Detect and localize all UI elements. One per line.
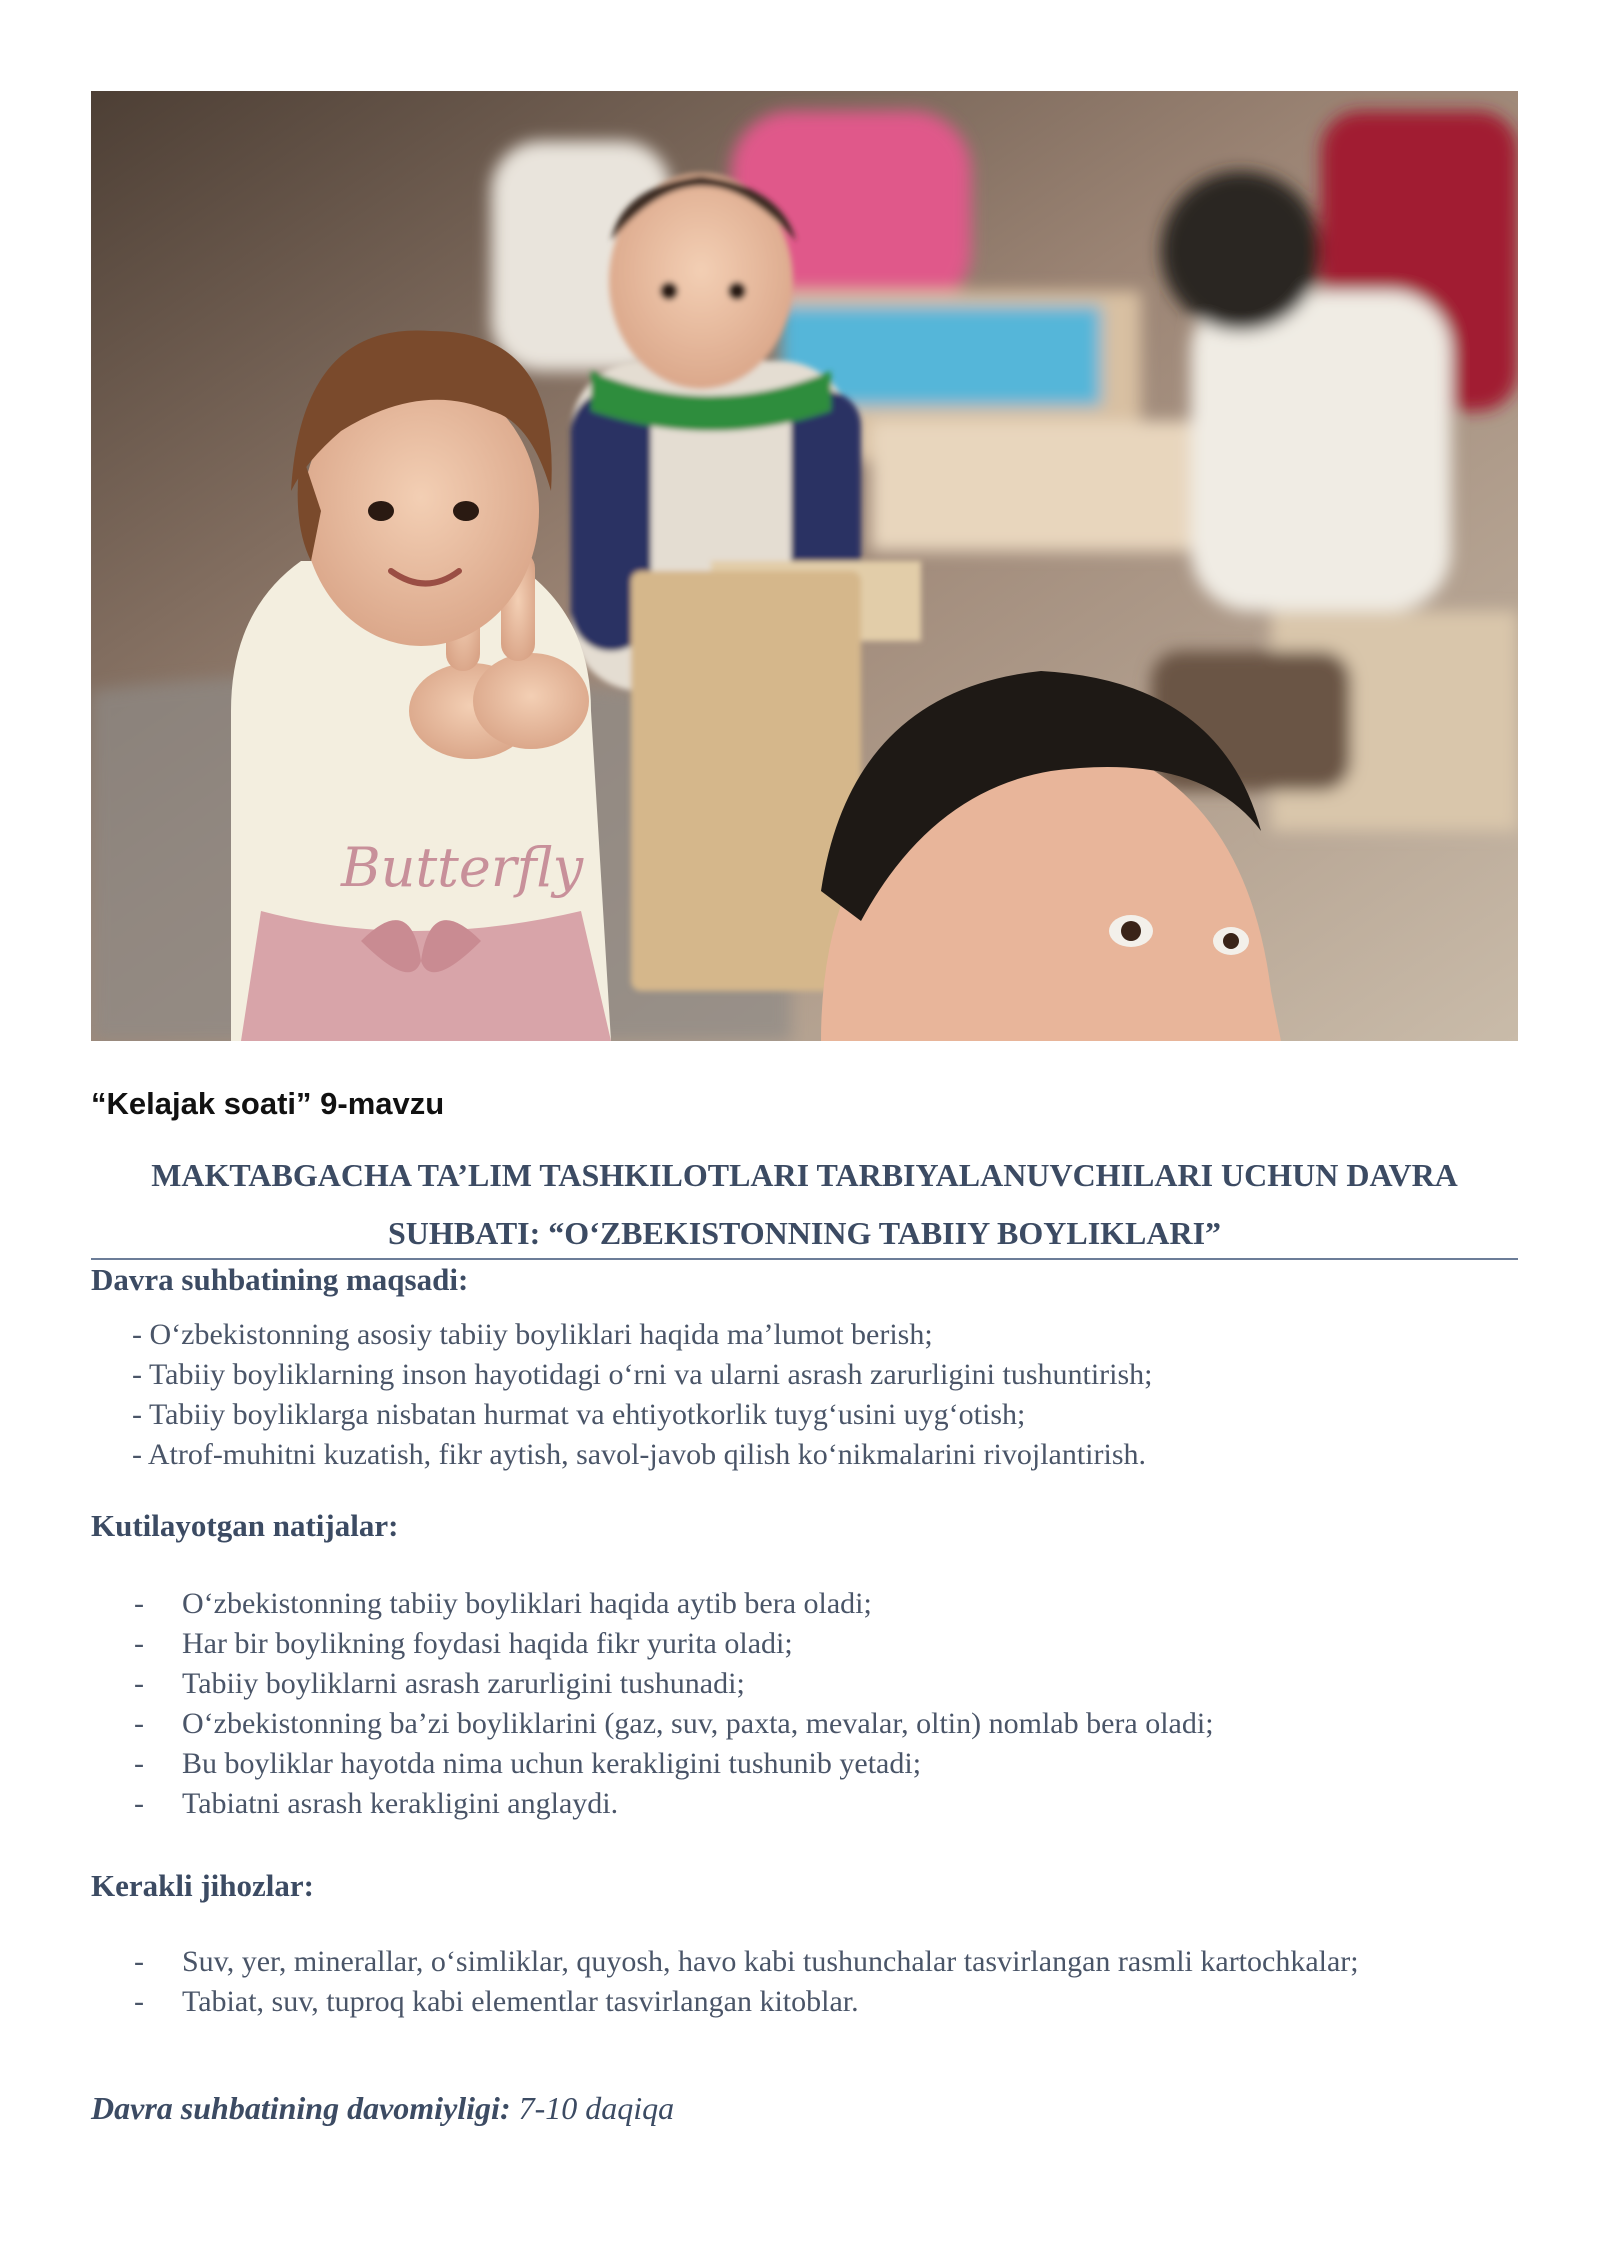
list-item-text: Har bir boylikning foydasi haqida fikr yurita oladi;	[182, 1627, 793, 1660]
list-item: - Atrof-muhitni kuzatish, fikr aytish, savol-javob qilish ko‘nikmalarini rivojlantirish.	[132, 1438, 1147, 1471]
equipment-heading: Kerakli jihozlar:	[91, 1868, 314, 1903]
results-heading: Kutilayotgan natijalar:	[91, 1508, 399, 1543]
list-item-text: Tabiatni asrash kerakligini anglaydi.	[182, 1787, 619, 1820]
list-item	[134, 1942, 1464, 1982]
list-marker: -	[134, 1667, 144, 1700]
list-item: - O‘zbekistonning asosiy tabiiy boyliklari haqida ma’lumot berish;	[132, 1318, 933, 1351]
equipment-list	[134, 1942, 1464, 2022]
list-item	[134, 1664, 1214, 1704]
list-item: - Tabiiy boyliklarga nisbatan hurmat va ehtiyotkorlik tuyg‘usini uyg‘otish;	[132, 1398, 1026, 1431]
list-marker: -	[134, 1945, 144, 1978]
subject-label: “Kelajak soati” 9-mavzu	[91, 1086, 445, 1121]
list-item	[134, 1982, 1464, 2022]
list-marker: -	[134, 1787, 144, 1820]
list-item-text: O‘zbekistonning ba’zi boyliklarini (gaz, suv, paxta, mevalar, oltin) nomlab bera oladi;	[182, 1707, 1214, 1740]
list-item	[134, 1744, 1214, 1784]
shirt-print-text: Butterfly	[341, 836, 584, 899]
duration-line	[91, 2090, 674, 2127]
list-item-text: Suv, yer, minerallar, o‘simliklar, quyosh, havo kabi tushunchalar tasvirlangan rasmli kartochkalar;	[182, 1945, 1359, 1978]
classroom-photo	[91, 91, 1518, 1041]
title-line-1: MAKTABGACHA TA’LIM TASHKILOTLARI TARBIYALANUVCHILARI UCHUN DAVRA	[151, 1157, 1458, 1193]
list-marker: -	[134, 1587, 144, 1620]
list-item	[134, 1624, 1214, 1664]
list-item: - Tabiiy boyliklarning inson hayotidagi o‘rni va ularni asrash zarurligini tushuntirish;	[132, 1358, 1153, 1391]
list-marker: -	[134, 1985, 144, 2018]
title-divider	[91, 1258, 1518, 1260]
list-item	[134, 1784, 1214, 1824]
duration-value: 7-10 daqiqa	[518, 2090, 675, 2126]
results-list	[134, 1584, 1214, 1824]
goals-heading: Davra suhbatining maqsadi:	[91, 1262, 469, 1297]
list-item-text: Tabiiy boyliklarni asrash zarurligini tushunadi;	[182, 1667, 745, 1700]
list-item-text: Bu boyliklar hayotda nima uchun kerakligini tushunib yetadi;	[182, 1747, 922, 1780]
list-marker: -	[134, 1707, 144, 1740]
list-item-text: Tabiat, suv, tuproq kabi elementlar tasvirlangan kitoblar.	[182, 1985, 859, 2018]
list-item-text: O‘zbekistonning tabiiy boyliklari haqida aytib bera oladi;	[182, 1587, 872, 1620]
list-marker: -	[134, 1627, 144, 1660]
list-marker: -	[134, 1747, 144, 1780]
title-line-2: SUHBATI: “O‘ZBEKISTONNING TABIIY BOYLIKLARI”	[387, 1215, 1222, 1251]
page-title	[91, 1146, 1518, 1262]
list-item	[134, 1704, 1214, 1744]
goals-list	[132, 1315, 1153, 1475]
duration-label: Davra suhbatining davomiyligi:	[91, 2090, 511, 2126]
list-item	[134, 1584, 1214, 1624]
